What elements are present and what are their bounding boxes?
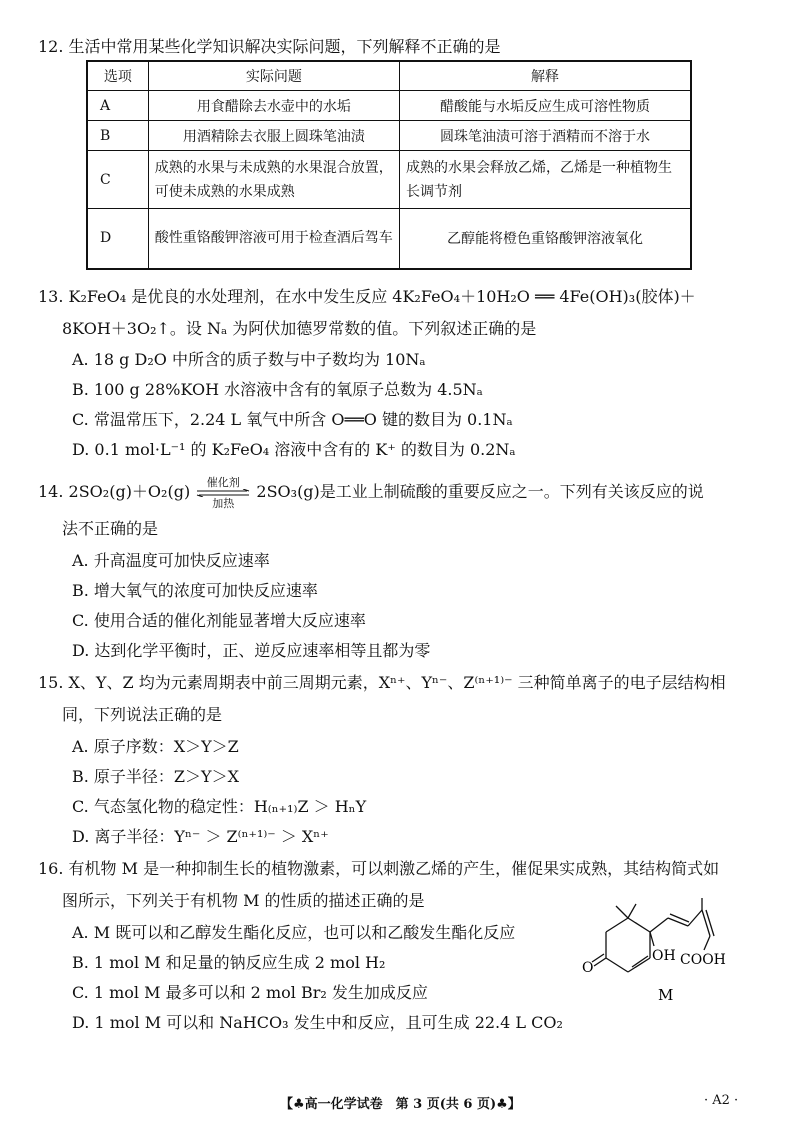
q14-stem-line2: 法不正确的是 (62, 519, 159, 538)
q13-option-c: C. 常温常压下，2.24 L 氧气中所含 O══O 键的数目为 0.1Nₐ (72, 410, 513, 429)
q12-table (86, 60, 692, 270)
q16-stem-line2: 图所示，下列关于有机物 M 的性质的描述正确的是 (62, 891, 425, 910)
equilibrium-arrow (195, 476, 251, 510)
q15-stem-line1: 15. X、Y、Z 均为元素周期表中前三周期元素，Xⁿ⁺、Yⁿ⁻、Z⁽ⁿ⁺¹⁾⁻ 三种简单离子的电子层结构相 (38, 673, 726, 692)
hydroxyl-label: OH (652, 948, 676, 964)
q13-option-d: D. 0.1 mol·L⁻¹ 的 K₂FeO₄ 溶液中含有的 K⁺ 的数目为 0.2Nₐ (72, 440, 516, 459)
table-cell-key: A (87, 91, 148, 121)
q13-stem-line2: 8KOH＋3O₂↑。设 Nₐ 为阿伏加德罗常数的值。下列叙述正确的是 (62, 319, 537, 338)
q14-option-c: C. 使用合适的催化剂能显著增大反应速率 (72, 611, 366, 630)
q14-stem-post: 2SO₃(g)是工业上制硫酸的重要反应之一。下列有关该反应的说 (256, 482, 704, 501)
q15-option-a: A. 原子序数：X＞Y＞Z (72, 737, 239, 756)
q15-option-b: B. 原子半径：Z＞Y＞X (72, 767, 240, 786)
footer-code: · A2 · (704, 1093, 739, 1108)
q12-stem: 12. 生活中常用某些化学知识解决实际问题，下列解释不正确的是 (38, 37, 501, 56)
q14-option-d: D. 达到化学平衡时，正、逆反应速率相等且都为零 (72, 641, 431, 660)
reversible-arrow-icon (195, 489, 251, 497)
table-header: 实际问题 (148, 61, 399, 91)
q14-stem-pre: 14. 2SO₂(g)＋O₂(g) (38, 482, 191, 501)
q13-stem-line1: 13. K₂FeO₄ 是优良的水处理剂，在水中发生反应 4K₂FeO₄＋10H₂O ══ 4Fe(OH)₃(胶体)＋ (38, 287, 696, 306)
table-cell-explain: 醋酸能与水垢反应生成可溶性物质 (400, 91, 691, 121)
table-cell-problem: 酸性重铬酸钾溶液可用于检查酒后驾车 (148, 209, 399, 269)
q16-option-d: D. 1 mol M 可以和 NaHCO₃ 发生中和反应，且可生成 22.4 L CO₂ (72, 1013, 563, 1032)
oxo-label: O (582, 960, 594, 976)
table-row (87, 91, 691, 121)
table-cell-problem: 用酒精除去衣服上圆珠笔油渍 (148, 121, 399, 151)
table-row (87, 151, 691, 209)
table-row (87, 209, 691, 269)
q15-option-d: D. 离子半径：Yⁿ⁻ ＞ Z⁽ⁿ⁺¹⁾⁻ ＞ Xⁿ⁺ (72, 827, 329, 846)
q14-stem-line1 (38, 476, 704, 510)
table-cell-key: C (87, 151, 148, 209)
q13-option-a: A. 18 g D₂O 中所含的质子数与中子数均为 10Nₐ (72, 350, 426, 369)
q16-stem-line1: 16. 有机物 M 是一种抑制生长的植物激素，可以刺激乙烯的产生，催促果实成熟，其结构简式如 (38, 859, 720, 878)
table-header: 选项 (87, 61, 148, 91)
table-header: 解释 (400, 61, 691, 91)
table-row (87, 121, 691, 151)
table-cell-key: B (87, 121, 148, 151)
heat-label: 加热 (212, 497, 235, 510)
table-cell-explain: 成熟的水果会释放乙烯，乙烯是一种植物生长调节剂 (400, 151, 691, 209)
table-cell-explain: 乙醇能将橙色重铬酸钾溶液氧化 (400, 209, 691, 269)
q15-option-c: C. 气态氢化物的稳定性：H₍ₙ₊₁₎Z ＞ HₙY (72, 797, 367, 816)
molecule-label: M (658, 986, 674, 1004)
table-cell-key: D (87, 209, 148, 269)
q14-option-a: A. 升高温度可加快反应速率 (72, 551, 270, 570)
q16-option-a: A. M 既可以和乙醇发生酯化反应，也可以和乙酸发生酯化反应 (72, 923, 516, 942)
catalyst-label: 催化剂 (206, 476, 240, 489)
structure-formula-m (578, 896, 748, 1016)
table-cell-problem: 成熟的水果与未成熟的水果混合放置，可使未成熟的水果成熟 (148, 151, 399, 209)
q13-option-b: B. 100 g 28%KOH 水溶液中含有的氧原子总数为 4.5Nₐ (72, 380, 483, 399)
q15-stem-line2: 同，下列说法正确的是 (62, 705, 223, 724)
table-cell-explain: 圆珠笔油渍可溶于酒精而不溶于水 (400, 121, 691, 151)
q14-option-b: B. 增大氧气的浓度可加快反应速率 (72, 581, 318, 600)
table-header-row (87, 61, 691, 91)
q16-option-b: B. 1 mol M 和足量的钠反应生成 2 mol H₂ (72, 953, 386, 972)
q16-option-c: C. 1 mol M 最多可以和 2 mol Br₂ 发生加成反应 (72, 983, 428, 1002)
table-cell-problem: 用食醋除去水壶中的水垢 (148, 91, 399, 121)
footer-title: 【♣高一化学试卷 第 3 页(共 6 页)♣】 (280, 1097, 521, 1112)
carboxyl-label: COOH (680, 952, 726, 968)
